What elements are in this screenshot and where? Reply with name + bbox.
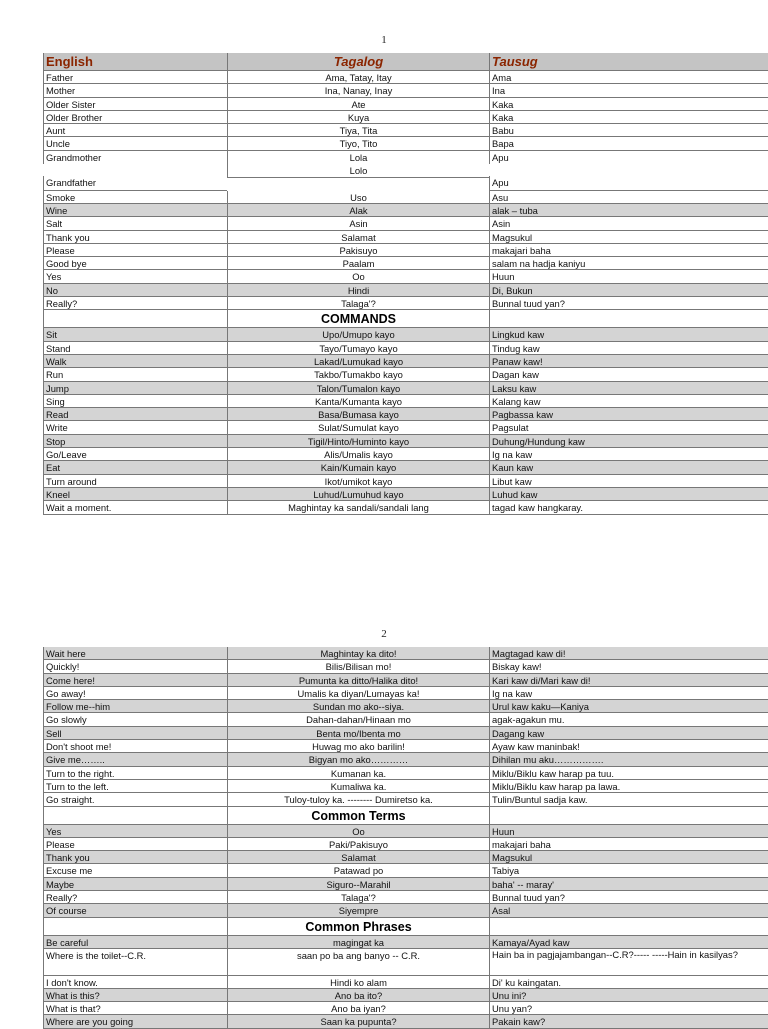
- table-row: [43, 674, 768, 687]
- tagalog-cell: Sulat/Sumulat kayo: [227, 421, 489, 434]
- tagalog-cell: Tiyo, Tito: [227, 137, 489, 150]
- english-cell: Sing: [43, 395, 227, 408]
- tagalog-cell: Siyempre: [227, 904, 489, 917]
- table-row: [43, 355, 768, 368]
- table-row: [43, 687, 768, 700]
- tagalog-cell: Kumanan ka.: [227, 767, 489, 780]
- table-row: [43, 368, 768, 381]
- table-row: [43, 727, 768, 740]
- tagalog-cell: Bigyan mo ako…………: [227, 753, 489, 766]
- table-row: [43, 270, 768, 283]
- table-row: [43, 976, 768, 989]
- header-tagalog: Tagalog: [227, 53, 489, 71]
- english-cell: What is this?: [43, 989, 227, 1002]
- english-cell: Please: [43, 244, 227, 257]
- english-cell: Mother: [43, 84, 227, 97]
- table-row: [43, 342, 768, 355]
- table-row: [43, 936, 768, 949]
- tagalog-cell: Huwag mo ako barilin!: [227, 740, 489, 753]
- tagalog-cell: Hindi: [227, 284, 489, 297]
- english-cell: Don't shoot me!: [43, 740, 227, 753]
- english-cell: Older Sister: [43, 98, 227, 111]
- tausug-cell: Ig na kaw: [489, 687, 768, 700]
- tausug-cell: Pagsulat: [489, 421, 768, 434]
- section-phrases-title: Common Phrases: [227, 918, 489, 936]
- english-cell: Grandfather: [43, 176, 227, 190]
- english-cell: Come here!: [43, 674, 227, 687]
- tagalog-cell: Patawad po: [227, 864, 489, 877]
- tagalog-cell: Lolo: [227, 164, 489, 178]
- english-cell: Go/Leave: [43, 448, 227, 461]
- tagalog-cell: Ama, Tatay, Itay: [227, 71, 489, 84]
- table-row: [43, 164, 768, 191]
- english-cell: Stop: [43, 435, 227, 448]
- english-cell: Jump: [43, 382, 227, 395]
- tagalog-cell: Dahan-dahan/Hinaan mo: [227, 713, 489, 726]
- tausug-cell: Kamaya/Ayad kaw: [489, 936, 768, 949]
- tausug-cell: Ama: [489, 71, 768, 84]
- english-cell: Of course: [43, 904, 227, 917]
- table-row: [43, 217, 768, 230]
- table-row: [43, 660, 768, 673]
- english-cell: Turn around: [43, 475, 227, 488]
- tagalog-cell: Tayo/Tumayo kayo: [227, 342, 489, 355]
- tausug-cell: Unu ini?: [489, 989, 768, 1002]
- tausug-cell: Asin: [489, 217, 768, 230]
- english-cell: Yes: [43, 270, 227, 283]
- tausug-cell: alak – tuba: [489, 204, 768, 217]
- tausug-cell: Ina: [489, 84, 768, 97]
- english-cell: Good bye: [43, 257, 227, 270]
- english-cell: Read: [43, 408, 227, 421]
- table-row: [43, 257, 768, 270]
- table-row: [43, 137, 768, 150]
- english-cell: I don't know.: [43, 976, 227, 989]
- tausug-cell: baha' -- maray': [489, 878, 768, 891]
- table-row: [43, 864, 768, 877]
- english-cell: Kneel: [43, 488, 227, 501]
- english-cell: Run: [43, 368, 227, 381]
- english-cell: Smoke: [43, 191, 227, 204]
- tausug-cell: salam na hadja kaniyu: [489, 257, 768, 270]
- table-row: [43, 878, 768, 891]
- table-row: [43, 488, 768, 501]
- english-cell: Where is the toilet--C.R.: [43, 949, 227, 976]
- tausug-cell: Kaun kaw: [489, 461, 768, 474]
- tausug-cell: Apu: [489, 176, 768, 190]
- table-header: [43, 53, 768, 71]
- tagalog-cell: saan po ba ang banyo -- C.R.: [227, 949, 489, 976]
- table-row: [43, 767, 768, 780]
- tagalog-cell: Alis/Umalis kayo: [227, 448, 489, 461]
- tausug-cell: Ig na kaw: [489, 448, 768, 461]
- table-row: [43, 151, 768, 164]
- tagalog-cell: Kumaliwa ka.: [227, 780, 489, 793]
- tagalog-cell: Ano ba iyan?: [227, 1002, 489, 1015]
- tausug-cell: Kaka: [489, 111, 768, 124]
- tagalog-cell: Kuya: [227, 111, 489, 124]
- english-cell: Sell: [43, 727, 227, 740]
- tausug-cell: Laksu kaw: [489, 382, 768, 395]
- tagalog-cell: Saan ka pupunta?: [227, 1015, 489, 1028]
- english-cell: Give me……..: [43, 753, 227, 766]
- table-row: [43, 647, 768, 660]
- tagalog-cell: Tigil/Hinto/Huminto kayo: [227, 435, 489, 448]
- tausug-cell: Apu: [489, 151, 768, 164]
- tagalog-cell: Oo: [227, 825, 489, 838]
- tagalog-cell: Lakad/Lumukad kayo: [227, 355, 489, 368]
- tausug-cell: Asu: [489, 191, 768, 204]
- tausug-cell: Dihilan mu aku…………….: [489, 753, 768, 766]
- table-row: [43, 461, 768, 474]
- tausug-cell: Babu: [489, 124, 768, 137]
- tausug-cell: agak-agakun mu.: [489, 713, 768, 726]
- table-row: [43, 740, 768, 753]
- english-cell: Quickly!: [43, 660, 227, 673]
- english-cell: Uncle: [43, 137, 227, 150]
- tausug-cell: makajari baha: [489, 244, 768, 257]
- tausug-cell: Panaw kaw!: [489, 355, 768, 368]
- page-number-2: 2: [381, 628, 387, 640]
- table-row: [43, 71, 768, 84]
- tausug-cell: Di, Bukun: [489, 284, 768, 297]
- table-row: [43, 753, 768, 766]
- english-cell: Excuse me: [43, 864, 227, 877]
- tagalog-cell: Alak: [227, 204, 489, 217]
- table-row: [43, 435, 768, 448]
- tagalog-cell: Upo/Umupo kayo: [227, 328, 489, 341]
- tagalog-cell: Maghintay ka sandali/sandali lang: [227, 501, 489, 514]
- table-row: [43, 244, 768, 257]
- tausug-cell: Bunnal tuud yan?: [489, 297, 768, 310]
- english-cell: Older Brother: [43, 111, 227, 124]
- table-row: [43, 780, 768, 793]
- table-row: [43, 382, 768, 395]
- tausug-cell: Miklu/Biklu kaw harap pa lawa.: [489, 780, 768, 793]
- tausug-cell: Bunnal tuud yan?: [489, 891, 768, 904]
- tagalog-cell: Uso: [227, 191, 489, 204]
- table-row: [43, 98, 768, 111]
- tagalog-cell: Tiya, Tita: [227, 124, 489, 137]
- tausug-cell: Pagbassa kaw: [489, 408, 768, 421]
- table-row: [43, 395, 768, 408]
- tausug-cell: Dagan kaw: [489, 368, 768, 381]
- tagalog-cell: Sundan mo ako--siya.: [227, 700, 489, 713]
- english-cell: Wine: [43, 204, 227, 217]
- tagalog-cell: Takbo/Tumakbo kayo: [227, 368, 489, 381]
- english-cell: Be careful: [43, 936, 227, 949]
- section-commands-title: COMMANDS: [227, 310, 489, 328]
- table-row: [43, 328, 768, 341]
- english-cell: Go straight.: [43, 793, 227, 806]
- table-row: [43, 297, 768, 310]
- english-cell: Sit: [43, 328, 227, 341]
- english-cell: Grandmother: [43, 151, 227, 164]
- table-row: [43, 421, 768, 434]
- tagalog-cell: Siguro--Marahil: [227, 878, 489, 891]
- english-cell: Thank you: [43, 231, 227, 244]
- english-cell: Walk: [43, 355, 227, 368]
- table-row: [43, 231, 768, 244]
- tausug-cell: makajari baha: [489, 838, 768, 851]
- english-cell: Wait here: [43, 647, 227, 660]
- english-cell: Maybe: [43, 878, 227, 891]
- tagalog-cell: Talon/Tumalon kayo: [227, 382, 489, 395]
- table-row: [43, 793, 768, 806]
- tagalog-cell: Tuloy-tuloy ka. -------- Dumiretso ka.: [227, 793, 489, 806]
- tagalog-cell: Pakisuyo: [227, 244, 489, 257]
- english-cell: Father: [43, 71, 227, 84]
- tagalog-cell: Ate: [227, 98, 489, 111]
- tausug-cell: Unu yan?: [489, 1002, 768, 1015]
- english-cell: Aunt: [43, 124, 227, 137]
- table-row: [43, 851, 768, 864]
- table-row: [43, 700, 768, 713]
- table-row: [43, 825, 768, 838]
- tagalog-cell: Kanta/Kumanta kayo: [227, 395, 489, 408]
- english-cell: What is that?: [43, 1002, 227, 1015]
- tausug-cell: Bapa: [489, 137, 768, 150]
- tagalog-cell: magingat ka: [227, 936, 489, 949]
- tagalog-cell: Bilis/Bilisan mo!: [227, 660, 489, 673]
- tagalog-cell: Paki/Pakisuyo: [227, 838, 489, 851]
- tausug-cell: Tulin/Buntul sadja kaw.: [489, 793, 768, 806]
- tausug-cell: Biskay kaw!: [489, 660, 768, 673]
- tausug-cell: Urul kaw kaku—Kaniya: [489, 700, 768, 713]
- table-row: [43, 408, 768, 421]
- english-cell: Go slowly: [43, 713, 227, 726]
- table-row: [43, 111, 768, 124]
- english-cell: Follow me--him: [43, 700, 227, 713]
- section-terms-title: Common Terms: [227, 807, 489, 825]
- tausug-cell: Luhud kaw: [489, 488, 768, 501]
- tausug-cell: Huun: [489, 825, 768, 838]
- tausug-cell: Ayaw kaw maninbak!: [489, 740, 768, 753]
- page-number-1: 1: [381, 34, 387, 46]
- table-row: [43, 891, 768, 904]
- english-cell: Turn to the right.: [43, 767, 227, 780]
- table-row: [43, 1002, 768, 1015]
- tausug-cell: tagad kaw hangkaray.: [489, 501, 768, 514]
- tagalog-cell: Salamat: [227, 851, 489, 864]
- table-row: [43, 84, 768, 97]
- tausug-cell: Magsukul: [489, 851, 768, 864]
- tausug-cell: Dagang kaw: [489, 727, 768, 740]
- section-heading-row: [43, 807, 768, 825]
- tagalog-cell: Oo: [227, 270, 489, 283]
- table-row: [43, 124, 768, 137]
- header-english: English: [43, 53, 227, 71]
- tagalog-cell: Benta mo/Ibenta mo: [227, 727, 489, 740]
- tausug-cell: Miklu/Biklu kaw harap pa tuu.: [489, 767, 768, 780]
- tagalog-cell: Hindi ko alam: [227, 976, 489, 989]
- tagalog-cell: Ikot/umikot kayo: [227, 475, 489, 488]
- english-cell: Yes: [43, 825, 227, 838]
- tausug-cell: Di' ku kaingatan.: [489, 976, 768, 989]
- tagalog-cell: Umalis ka diyan/Lumayas ka!: [227, 687, 489, 700]
- english-cell: Turn to the left.: [43, 780, 227, 793]
- tagalog-cell: Lola: [227, 151, 489, 164]
- english-cell: Really?: [43, 891, 227, 904]
- section-heading-row: [43, 918, 768, 936]
- header-tausug: Tausug: [489, 53, 768, 71]
- english-cell: Go away!: [43, 687, 227, 700]
- english-cell: Where are you going: [43, 1015, 227, 1028]
- tagalog-cell: Maghintay ka dito!: [227, 647, 489, 660]
- tausug-cell: Kaka: [489, 98, 768, 111]
- english-cell: Stand: [43, 342, 227, 355]
- tausug-cell: Huun: [489, 270, 768, 283]
- tausug-cell: Tindug kaw: [489, 342, 768, 355]
- table-row: [43, 1015, 768, 1028]
- tausug-cell: Magtagad kaw di!: [489, 647, 768, 660]
- tagalog-cell: Talaga'?: [227, 891, 489, 904]
- table-row: [43, 838, 768, 851]
- tausug-cell: Libut kaw: [489, 475, 768, 488]
- table-row: [43, 204, 768, 217]
- english-cell: Wait a moment.: [43, 501, 227, 514]
- tausug-cell: Lingkud kaw: [489, 328, 768, 341]
- table-row: [43, 989, 768, 1002]
- table-row: [43, 191, 768, 204]
- tagalog-cell: Pumunta ka ditto/Halika dito!: [227, 674, 489, 687]
- vocabulary-table-page-1: [43, 53, 768, 515]
- tausug-cell: Kalang kaw: [489, 395, 768, 408]
- tausug-cell: Kari kaw di/Mari kaw di!: [489, 674, 768, 687]
- table-row: [43, 284, 768, 297]
- english-cell: Write: [43, 421, 227, 434]
- table-row: [43, 501, 768, 514]
- tausug-cell: Asal: [489, 904, 768, 917]
- tagalog-cell: Basa/Bumasa kayo: [227, 408, 489, 421]
- table-row: [43, 448, 768, 461]
- tagalog-cell: Kain/Kumain kayo: [227, 461, 489, 474]
- tagalog-cell: Salamat: [227, 231, 489, 244]
- tagalog-cell: Ano ba ito?: [227, 989, 489, 1002]
- tagalog-cell: Asin: [227, 217, 489, 230]
- section-heading-row: [43, 310, 768, 328]
- table-row: [43, 904, 768, 917]
- table-row: [43, 949, 768, 976]
- english-cell: Please: [43, 838, 227, 851]
- tagalog-cell: Paalam: [227, 257, 489, 270]
- tagalog-cell: Ina, Nanay, Inay: [227, 84, 489, 97]
- vocabulary-table-page-2: [43, 647, 768, 1029]
- tausug-cell: Tabiya: [489, 864, 768, 877]
- english-cell: Really?: [43, 297, 227, 310]
- tausug-cell: Hain ba in pagjajambangan--C.R?----- -----Hain in kasilyas?: [489, 949, 768, 976]
- english-cell: No: [43, 284, 227, 297]
- tagalog-cell: Luhud/Lumuhud kayo: [227, 488, 489, 501]
- english-cell: Thank you: [43, 851, 227, 864]
- english-cell: Salt: [43, 217, 227, 230]
- table-row: [43, 475, 768, 488]
- tausug-cell: Pakain kaw?: [489, 1015, 768, 1028]
- tagalog-cell: Talaga'?: [227, 297, 489, 310]
- tausug-cell: Magsukul: [489, 231, 768, 244]
- table-row: [43, 713, 768, 726]
- tausug-cell: Duhung/Hundung kaw: [489, 435, 768, 448]
- english-cell: Eat: [43, 461, 227, 474]
